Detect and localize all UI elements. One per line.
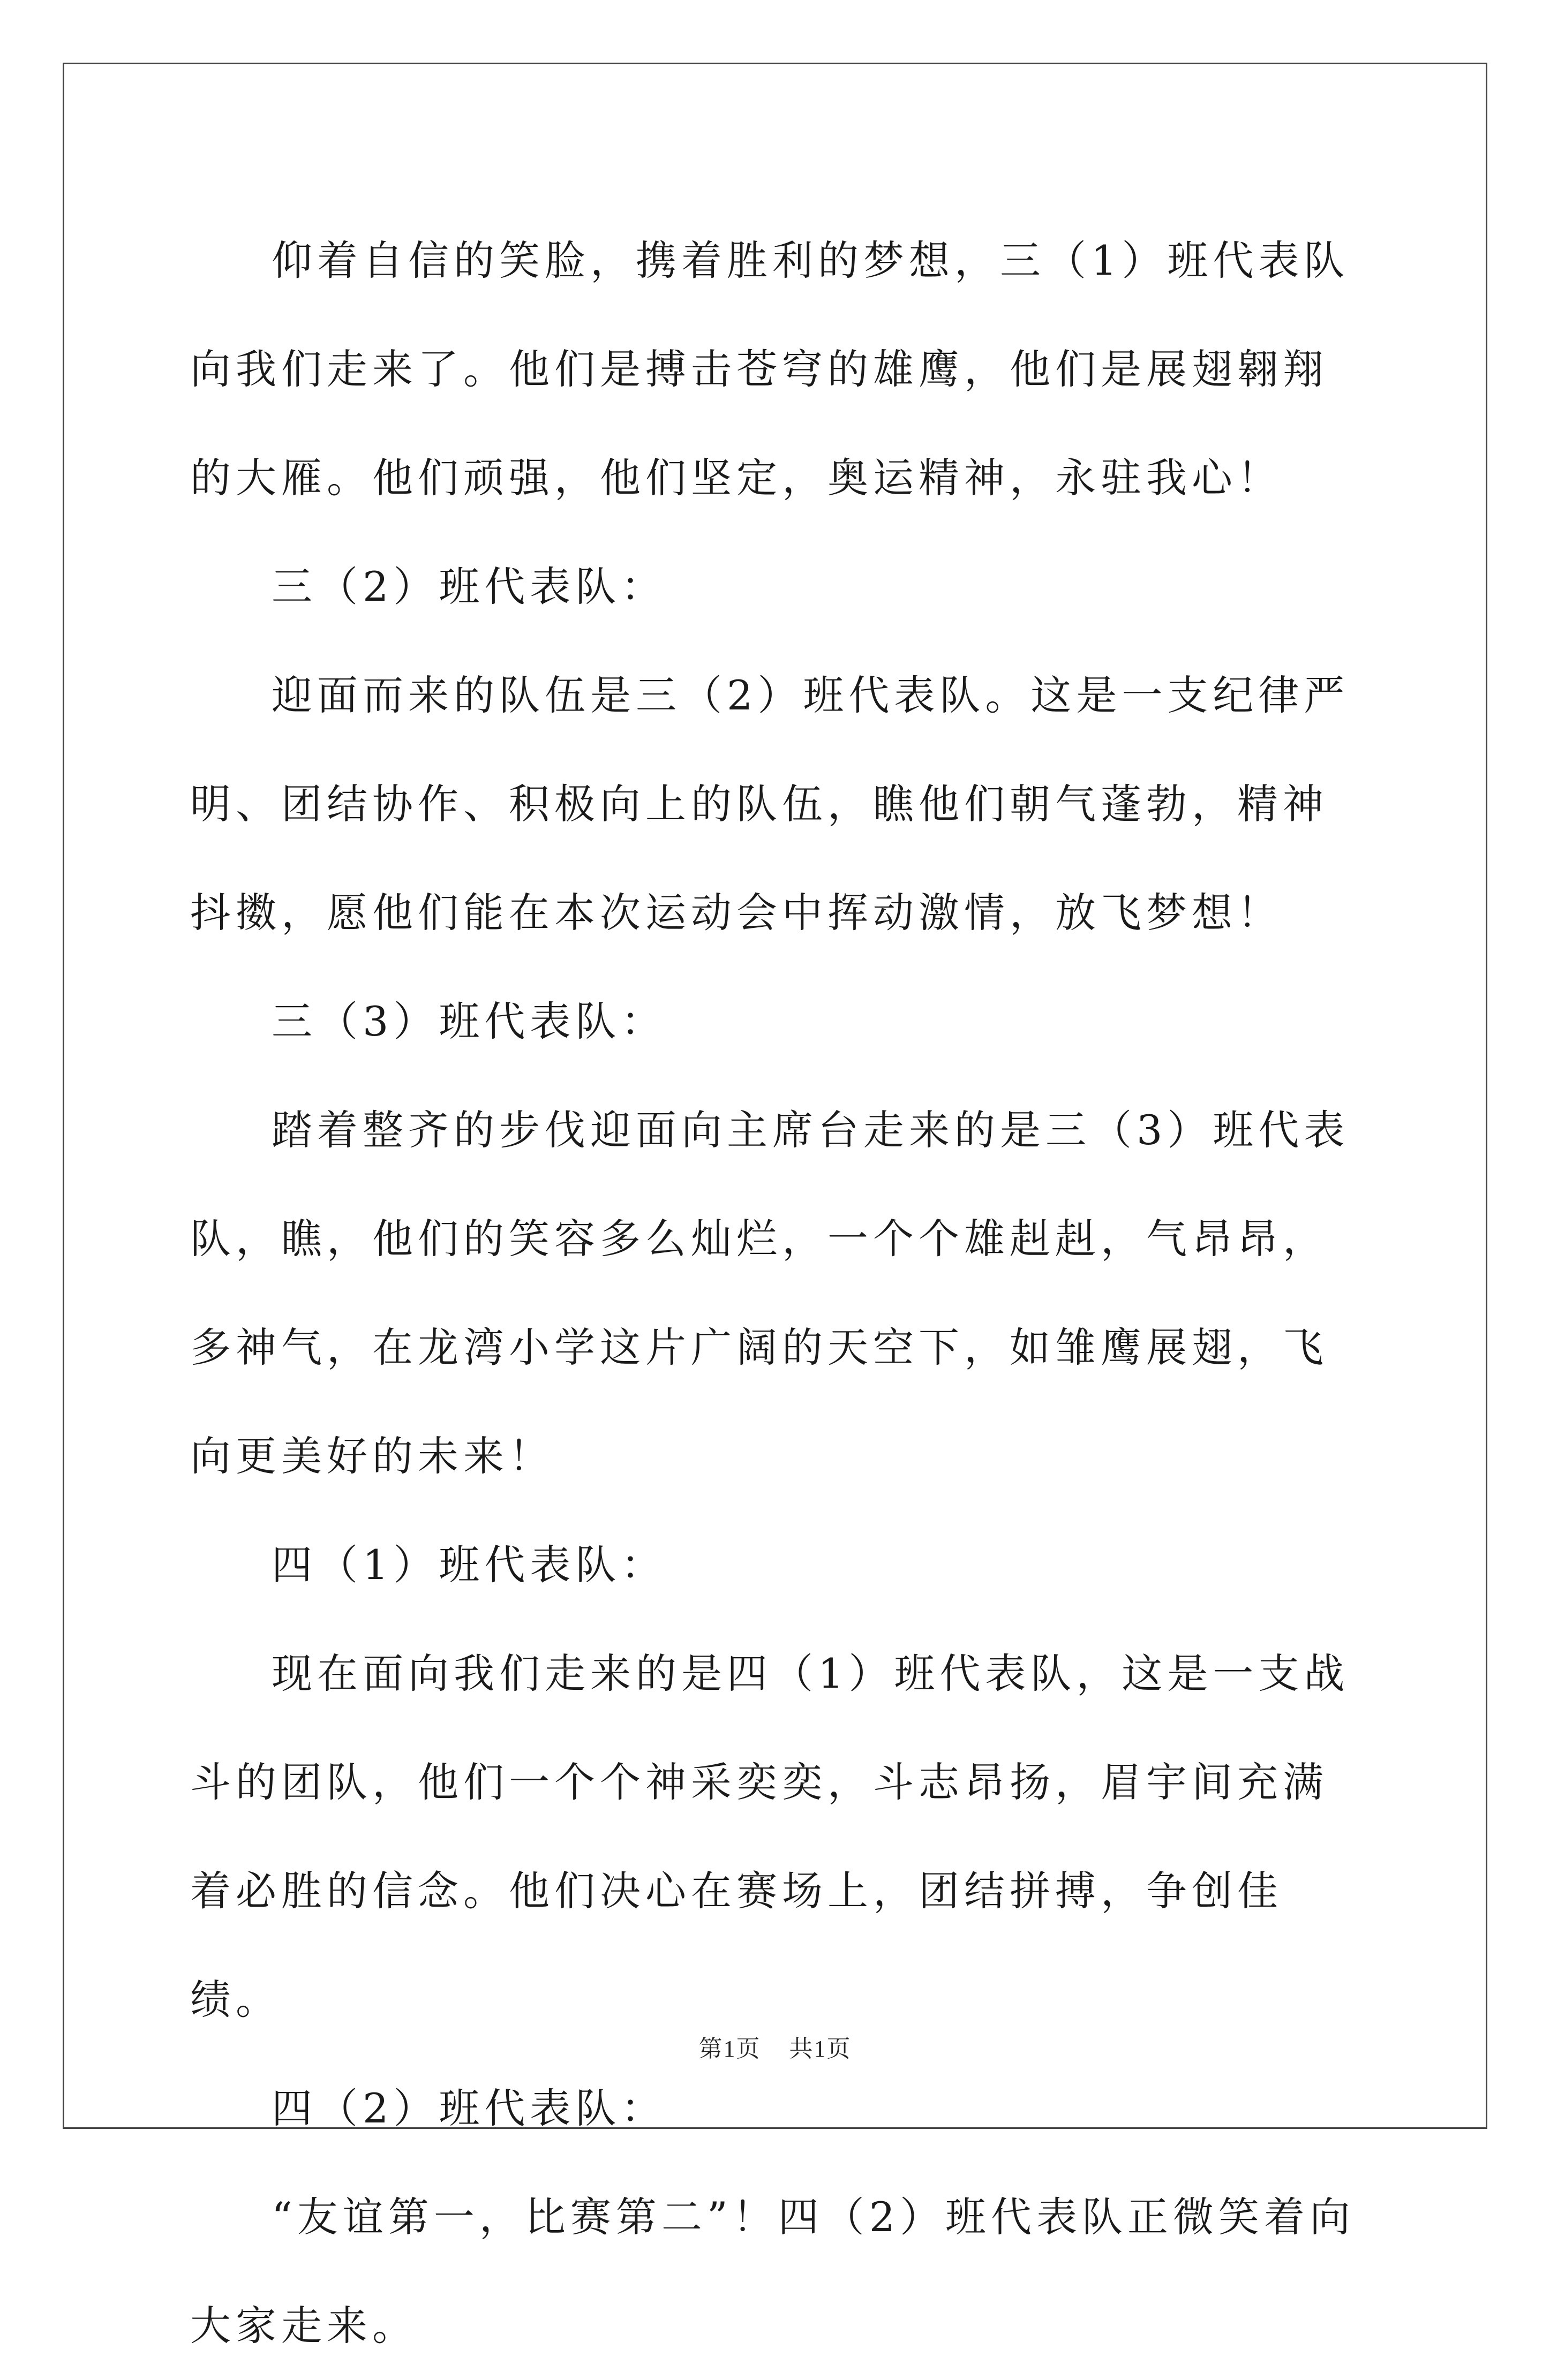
paragraph-class-3-3: 踏着整齐的步伐迎面向主席台走来的是三（3）班代表队，瞧，他们的笑容多么灿烂，一个个雄赳赳，气昂昂，多神气，在龙湾小学这片广阔的天空下，如雏鹰展翅，飞向更美好的未来！ xyxy=(190,1106,1350,1480)
paragraph-class-4-2: “友谊第一，比赛第二”！四（2）班代表队正微笑着向大家走来。 xyxy=(190,2193,1356,2349)
heading-class-3-2: 三（2）班代表队： xyxy=(272,563,667,610)
paragraph-class-4-1: 现在面向我们走来的是四（1）班代表队，这是一支战斗的团队，他们一个个神采奕奕，斗志昂扬，眉宇间充满着必胜的信念。他们决心在赛场上，团结拼搏，争创佳绩。 xyxy=(190,1650,1350,2023)
heading-class-3-3: 三（3）班代表队： xyxy=(272,998,667,1045)
page-footer xyxy=(0,2029,1550,2064)
paragraph-class-3-1: 仰着自信的笑脸，携着胜利的梦想，三（1）班代表队向我们走来了。他们是搏击苍穹的雄鹰，他们是展翅翱翔的大雁。他们顽强，他们坚定，奥运精神，永驻我心！ xyxy=(190,237,1350,502)
page-number: 第1页 xyxy=(698,2036,761,2062)
page-count: 共1页 xyxy=(789,2036,852,2062)
heading-class-4-1: 四（1）班代表队： xyxy=(272,1541,667,1589)
heading-class-4-2: 四（2）班代表队： xyxy=(272,2084,667,2132)
paragraph-class-3-2: 迎面而来的队伍是三（2）班代表队。这是一支纪律严明、团结协作、积极向上的队伍，瞧他们朝气蓬勃，精神抖擞，愿他们能在本次运动会中挥动激情，放飞梦想！ xyxy=(190,671,1350,936)
